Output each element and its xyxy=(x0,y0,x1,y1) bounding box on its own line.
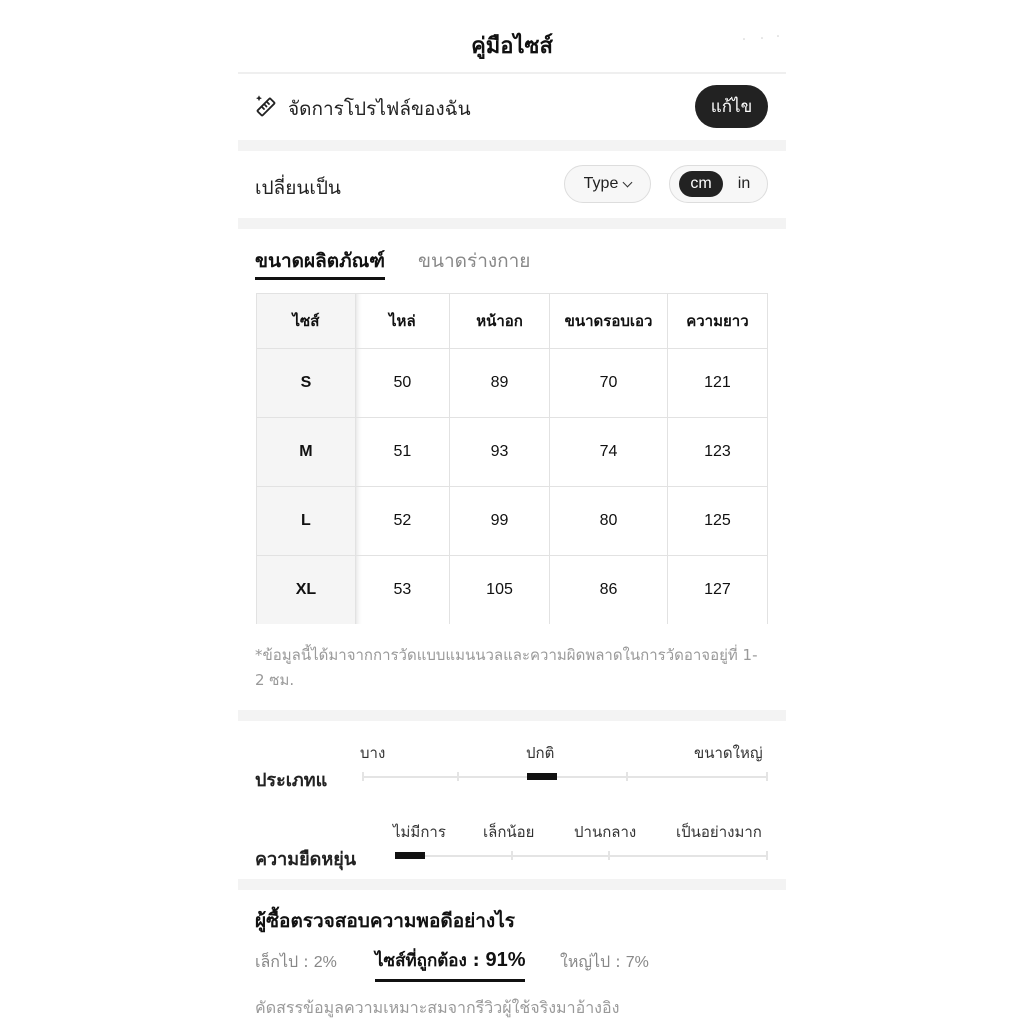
table-cell: 52 xyxy=(355,487,449,556)
table-cell: 127 xyxy=(667,556,767,625)
type-dropdown[interactable] xyxy=(564,165,651,203)
stretch-option-label: เล็กน้อย xyxy=(483,823,535,841)
track-tick xyxy=(766,851,768,860)
fit-type-track xyxy=(362,776,768,778)
table-cell: M xyxy=(257,418,356,487)
table-row xyxy=(257,556,768,625)
table-cell: 53 xyxy=(355,556,449,625)
convert-label: เปลี่ยนเป็น xyxy=(255,177,341,199)
table-header-cell: ไหล่ xyxy=(355,294,449,349)
review-title: ผู้ซื้อตรวจสอบความพอดีอย่างไร xyxy=(255,910,515,932)
table-cell: 125 xyxy=(667,487,767,556)
table-cell: 89 xyxy=(449,349,549,418)
stat-label: ใหญ่ไป : xyxy=(560,952,621,971)
table-cell: L xyxy=(257,487,356,556)
unit-converter-row xyxy=(238,151,786,217)
table-cell: 121 xyxy=(667,349,767,418)
section-gap xyxy=(238,710,786,721)
type-option-label: บาง xyxy=(360,744,386,762)
stat-value: 91% xyxy=(485,949,526,971)
edit-profile-button[interactable]: แก้ไข xyxy=(695,85,768,128)
chevron-down-icon xyxy=(623,177,633,187)
track-tick xyxy=(608,851,610,860)
profile-row xyxy=(238,74,786,140)
size-tabs xyxy=(238,246,786,286)
stretch-option-label: เป็นอย่างมาก xyxy=(676,823,762,841)
table-cell: 93 xyxy=(449,418,549,487)
unit-cm-option[interactable]: cm xyxy=(679,171,723,197)
table-cell: 50 xyxy=(355,349,449,418)
size-table xyxy=(256,293,768,624)
section-gap xyxy=(238,879,786,890)
table-cell: 51 xyxy=(355,418,449,487)
type-option-label: ขนาดใหญ่ xyxy=(694,744,763,762)
stat-too-large xyxy=(560,950,649,975)
ruler-sparkle-icon xyxy=(254,94,278,118)
table-row xyxy=(257,349,768,418)
section-gap xyxy=(238,140,786,151)
table-cell: 105 xyxy=(449,556,549,625)
stat-value: 2% xyxy=(313,954,337,971)
fit-type-title: ประเภทแ xyxy=(255,770,328,791)
review-footer: คัดสรรข้อมูลความเหมาะสมจากรีวิวผู้ใช้จริงมาอ้างอิง xyxy=(255,998,620,1017)
table-cell: 70 xyxy=(550,349,668,418)
fit-type-marker xyxy=(527,773,557,780)
unit-toggle xyxy=(669,165,768,203)
table-cell: 80 xyxy=(550,487,668,556)
stretch-option-label: ไม่มีการ xyxy=(393,823,446,841)
unit-in-option[interactable]: in xyxy=(737,175,751,192)
size-table-container[interactable] xyxy=(256,293,768,624)
tab-product-size[interactable]: ขนาดผลิตภัณฑ์ xyxy=(255,250,386,272)
table-cell: 74 xyxy=(550,418,668,487)
table-cell: 123 xyxy=(667,418,767,487)
stat-value: 7% xyxy=(625,954,649,971)
measurement-note: *ข้อมูลนี้ได้มาจากการวัดแบบแมนนวลและความผิดพลาดในการวัดอาจอยู่ที่ 1-2 ซม. xyxy=(255,646,758,689)
type-option-label: ปกติ xyxy=(526,744,555,762)
true-size-underline xyxy=(375,979,525,982)
table-cell: S xyxy=(257,349,356,418)
table-cell: 86 xyxy=(550,556,668,625)
tab-body-size[interactable]: ขนาดร่างกาย xyxy=(418,250,531,272)
table-header-cell: หน้าอก xyxy=(449,294,549,349)
stat-label: เล็กไป : xyxy=(255,952,309,971)
track-tick xyxy=(362,772,364,781)
stat-label: ไซส์ที่ถูกต้อง : xyxy=(375,951,480,971)
page-title: คู่มือไซส์ xyxy=(471,34,553,59)
size-guide-panel xyxy=(238,0,786,1024)
table-header-cell: ความยาว xyxy=(667,294,767,349)
table-row xyxy=(257,487,768,556)
track-tick xyxy=(766,772,768,781)
manage-profile-label[interactable]: จัดการโปรไฟล์ของฉัน xyxy=(288,98,471,120)
section-gap xyxy=(238,218,786,229)
stretch-title: ความยืดหยุ่น xyxy=(255,849,357,870)
fit-section xyxy=(238,721,786,879)
table-header-cell: ไซส์ xyxy=(257,294,356,349)
stretch-track xyxy=(395,855,768,857)
track-tick xyxy=(457,772,459,781)
table-cell: 99 xyxy=(449,487,549,556)
table-header-cell: ขนาดรอบเอว xyxy=(550,294,668,349)
track-tick xyxy=(626,772,628,781)
track-tick xyxy=(511,851,513,860)
type-dropdown-label: Type xyxy=(583,175,619,192)
stretch-marker xyxy=(395,852,425,859)
stat-true-size xyxy=(375,947,525,974)
stat-too-small xyxy=(255,950,337,975)
table-header-row xyxy=(257,294,768,349)
fit-review-section xyxy=(238,890,786,1024)
table-cell: XL xyxy=(257,556,356,625)
stretch-option-label: ปานกลาง xyxy=(574,823,637,841)
active-tab-indicator xyxy=(255,277,385,280)
table-row xyxy=(257,418,768,487)
